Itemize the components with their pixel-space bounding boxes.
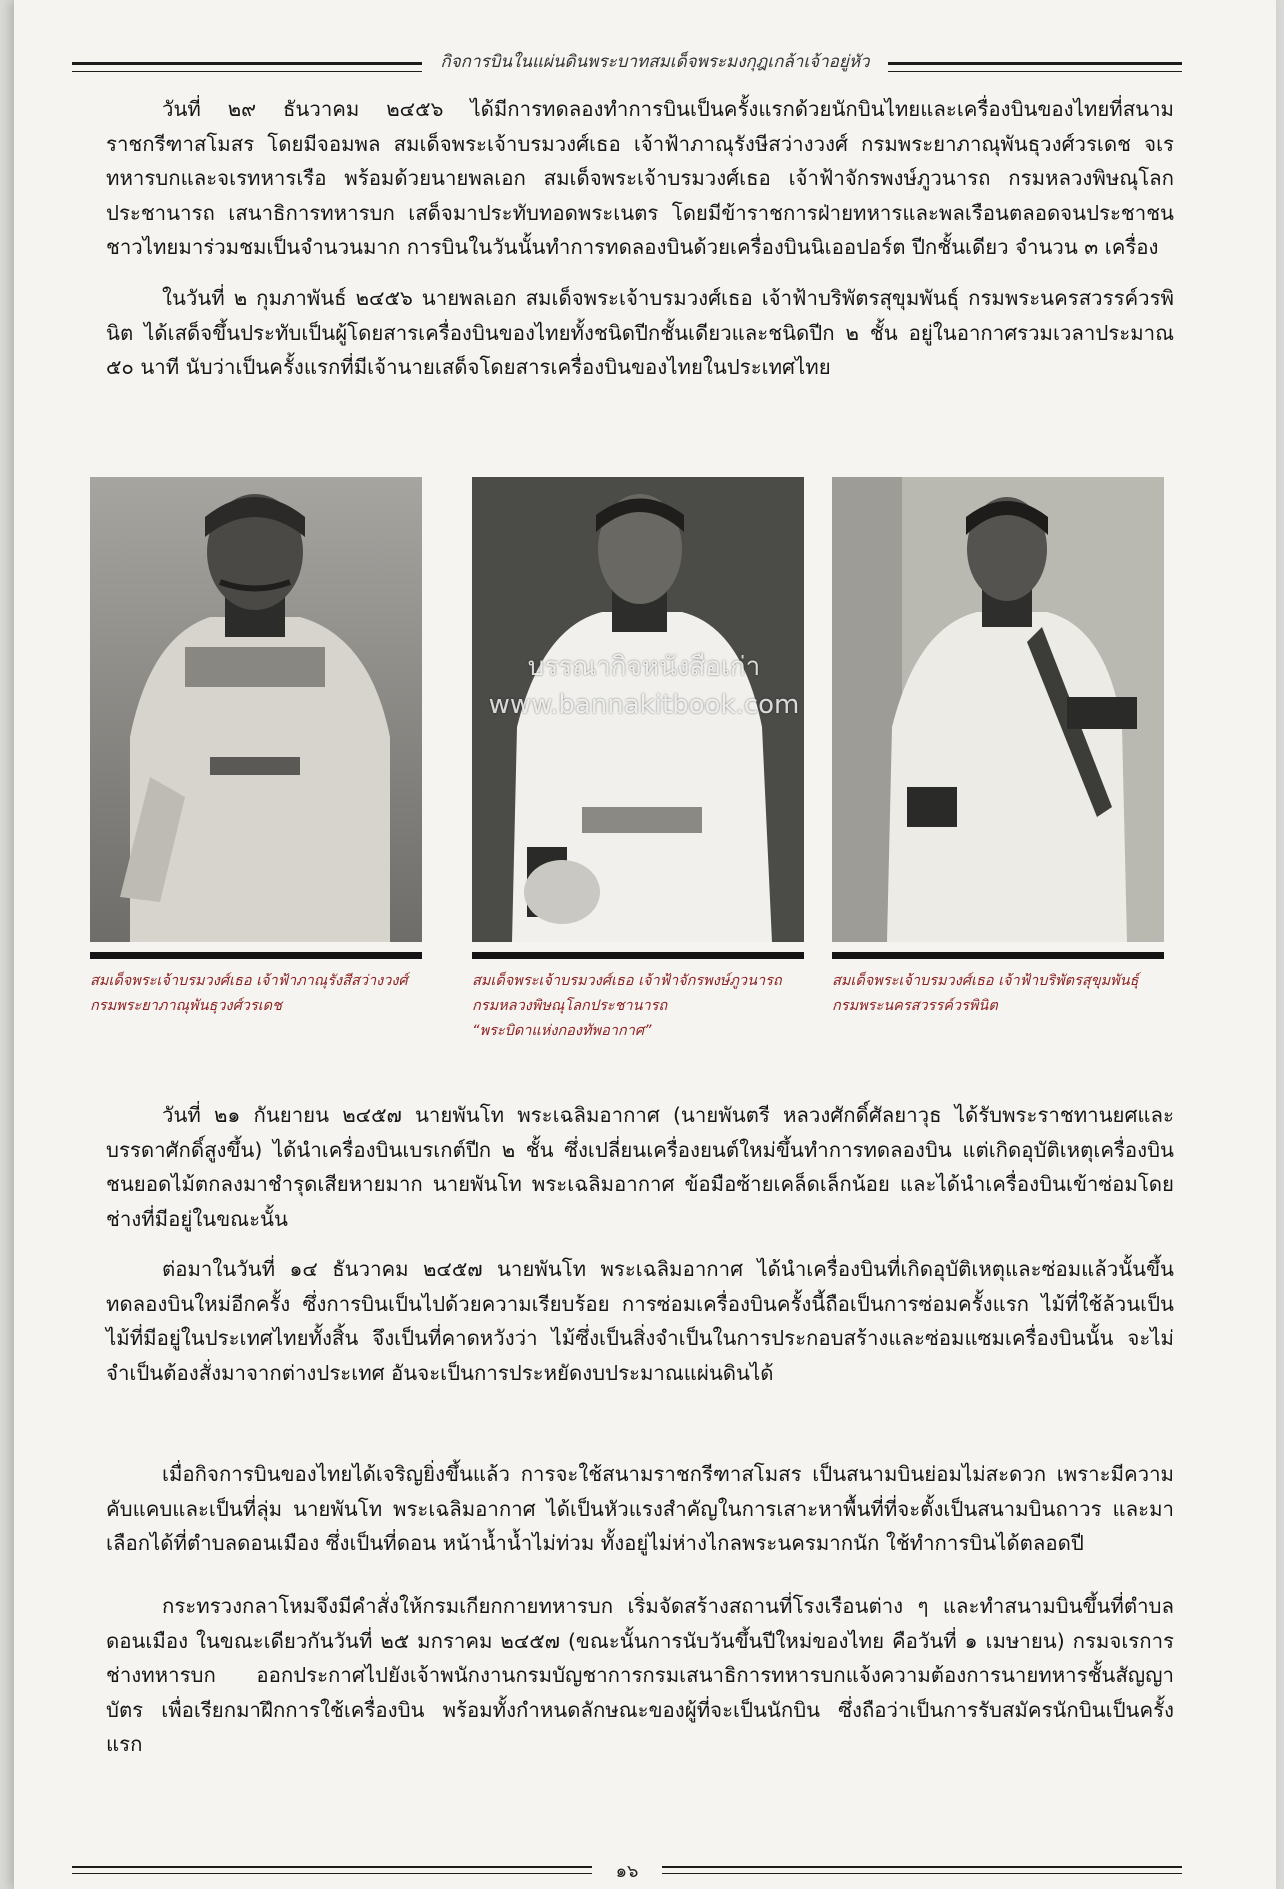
footer-rule-left bbox=[72, 1866, 592, 1874]
caption-rule-3 bbox=[832, 952, 1164, 959]
caption-1 bbox=[90, 969, 422, 1019]
paragraph-3: วันที่ ๒๑ กันยายน ๒๔๕๗ นายพันโท พระเฉลิมอากาศ (นายพันตรี หลวงศักดิ์ศัลยาวุธ ได้รับพระราชทานยศและบรรดาศักดิ์สูงขึ้น) ได้นำเครื่องบินเบรเกต์ปีก ๒ ชั้น ซึ่งเปลี่ยนเครื่องยนต์ใหม่ขึ้นทำการทดลองบิน แต่เกิดอุบัติเหตุเครื่องบินชนยอดไม้ตกลงมาชำรุดเสียหายมาก นายพันโท พระเฉลิมอากาศ ข้อมือซ้ายเคล็ดเล็กน้อย และได้นำเครื่องบินเข้าซ่อมโดยช่างที่มีอยู่ในขณะนั้น bbox=[106, 1103, 1174, 1231]
caption-2 bbox=[472, 969, 804, 1044]
watermark-line-2: www.bannakitbook.com bbox=[488, 690, 800, 720]
portrait-photo-1 bbox=[90, 477, 422, 942]
paragraph-4: ต่อมาในวันที่ ๑๔ ธันวาคม ๒๔๕๗ นายพันโท พระเฉลิมอากาศ ได้นำเครื่องบินที่เกิดอุบัติเหตุและซ่อมแล้วนั้นขึ้นทดลองบินใหม่อีกครั้ง ซึ่งการบินเป็นไปด้วยความเรียบร้อย การซ่อมเครื่องบินครั้งนี้ถือเป็นการซ่อมครั้งแรก ไม้ที่ใช้ล้วนเป็นไม้ที่มีอยู่ในประเทศไทยทั้งสิ้น จึงเป็นที่คาดหวังว่า ไม้ซึ่งเป็นสิ่งจำเป็นในการประกอบสร้างและซ่อมแซมเครื่องบินนั้น จะไม่จำเป็นต้องสั่งมาจากต่างประเทศ อันจะเป็นการประหยัดงบประมาณแผ่นดินได้ bbox=[106, 1257, 1174, 1385]
caption-3-line-1: สมเด็จพระเจ้าบรมวงศ์เธอ เจ้าฟ้าบริพัตรสุขุมพันธุ์ bbox=[832, 973, 1139, 989]
running-header bbox=[72, 44, 1182, 74]
caption-rule-2 bbox=[472, 952, 804, 959]
caption-1-line-1: สมเด็จพระเจ้าบรมวงศ์เธอ เจ้าฟ้าภาณุรังสีสว่างวงศ์ bbox=[90, 973, 408, 989]
caption-1-line-2: กรมพระยาภาณุพันธุวงศ์วรเดช bbox=[90, 998, 282, 1014]
paragraph-1: วันที่ ๒๙ ธันวาคม ๒๔๕๖ ได้มีการทดลองทำการบินเป็นครั้งแรกด้วยนักบินไทยและเครื่องบินของไทยที่สนามราชกรีฑาสโมสร โดยมีจอมพล สมเด็จพระเจ้าบรมวงศ์เธอ เจ้าฟ้าภาณุรังษีสว่างวงศ์ กรมพระยาภาณุพันธุวงศ์วรเดช จเรทหารบกและจเรทหารเรือ พร้อมด้วยนายพลเอก สมเด็จพระเจ้าบรมวงศ์เธอ เจ้าฟ้าจักรพงษ์ภูวนารถ กรมหลวงพิษณุโลกประชานารถ เสนาธิการทหารบก เสด็จมาประทับทอดพระเนตร โดยมีข้าราชการฝ่ายทหารและพลเรือนตลอดจนประชาชนชาวไทยมาร่วมชมเป็นจำนวนมาก การบินในวันนั้นทำการทดลองบินด้วยเครื่องบินนิเออปอร์ต ปีกชั้นเดียว จำนวน ๓ เครื่อง bbox=[106, 97, 1174, 259]
page-number: ๑๖ bbox=[615, 1861, 639, 1882]
caption-rule-1 bbox=[90, 952, 422, 959]
running-header-title: กิจการบินในแผ่นดินพระบาทสมเด็จพระมงกุฎเกล้าเจ้าอยู่หัว bbox=[440, 52, 870, 72]
paragraph-5: เมื่อกิจการบินของไทยได้เจริญยิ่งขึ้นแล้ว การจะใช้สนามราชกรีฑาสโมสร เป็นสนามบินย่อมไม่สะดวก เพราะมีความคับแคบและเป็นที่ลุ่ม นายพันโท พระเฉลิมอากาศ ได้เป็นหัวแรงสำคัญในการเสาะหาพื้นที่ที่จะตั้งเป็นสนามบินถาวร และมาเลือกได้ที่ตำบลดอนเมือง ซึ่งเป็นที่ดอน หน้าน้ำน้ำไม่ท่วม ทั้งอยู่ไม่ห่างไกลพระนครมากนัก ใช้ทำการบินได้ตลอดปี bbox=[106, 1462, 1174, 1555]
paragraph-2: ในวันที่ ๒ กุมภาพันธ์ ๒๔๕๖ นายพลเอก สมเด็จพระเจ้าบรมวงศ์เธอ เจ้าฟ้าบริพัตรสุขุมพันธุ์ กรมพระนครสวรรค์วรพินิต ได้เสด็จขึ้นประทับเป็นผู้โดยสารเครื่องบินของไทยทั้งชนิดปีกชั้นเดียวและชนิดปีก ๒ ชั้น อยู่ในอากาศรวมเวลาประมาณ ๕๐ นาที นับว่าเป็นครั้งแรกที่มีเจ้านายเสด็จโดยสารเครื่องบินของไทยในประเทศไทย bbox=[106, 286, 1174, 379]
watermark bbox=[414, 648, 874, 724]
portrait-photo-3 bbox=[832, 477, 1164, 942]
caption-2-line-1: สมเด็จพระเจ้าบรมวงศ์เธอ เจ้าฟ้าจักรพงษ์ภูวนารถ bbox=[472, 973, 782, 989]
watermark-line-1: บรรณากิจหนังสือเก่า bbox=[527, 652, 761, 682]
caption-3 bbox=[832, 969, 1164, 1019]
caption-2-line-2: กรมหลวงพิษณุโลกประชานารถ bbox=[472, 998, 668, 1014]
figure-portrait-1 bbox=[90, 477, 422, 1019]
paragraph-6: กระทรวงกลาโหมจึงมีคำสั่งให้กรมเกียกกายทหารบก เริ่มจัดสร้างสถานที่โรงเรือนต่าง ๆ และทำสนามบินขึ้นที่ตำบลดอนเมือง ในขณะเดียวกันวันที่ ๒๕ มกราคม ๒๔๕๗ (ขณะนั้นการนับวันขึ้นปีใหม่ของไทย คือวันที่ ๑ เมษายน) กรมจเรการช่างทหารบก ออกประกาศไปยังเจ้าพนักงานกรมบัญชาการกรมเสนาธิการทหารบกแจ้งความต้องการนายทหารชั้นสัญญาบัตร เพื่อเรียกมาฝึกการใช้เครื่องบิน พร้อมทั้งกำหนดลักษณะของผู้ที่จะเป็นนักบิน ซึ่งถือว่าเป็นการรับสมัครนักบินเป็นครั้งแรก bbox=[106, 1594, 1174, 1756]
header-rule-left bbox=[72, 62, 422, 72]
caption-2-line-3: “พระบิดาแห่งกองทัพอากาศ” bbox=[472, 1023, 652, 1039]
caption-3-line-2: กรมพระนครสวรรค์วรพินิต bbox=[832, 998, 998, 1014]
figure-portrait-2 bbox=[472, 477, 804, 1044]
footer-rule-right bbox=[662, 1866, 1182, 1874]
figure-portrait-3 bbox=[832, 477, 1164, 1019]
page-footer bbox=[72, 1858, 1182, 1882]
book-page bbox=[14, 0, 1276, 1889]
header-rule-right bbox=[888, 62, 1182, 72]
